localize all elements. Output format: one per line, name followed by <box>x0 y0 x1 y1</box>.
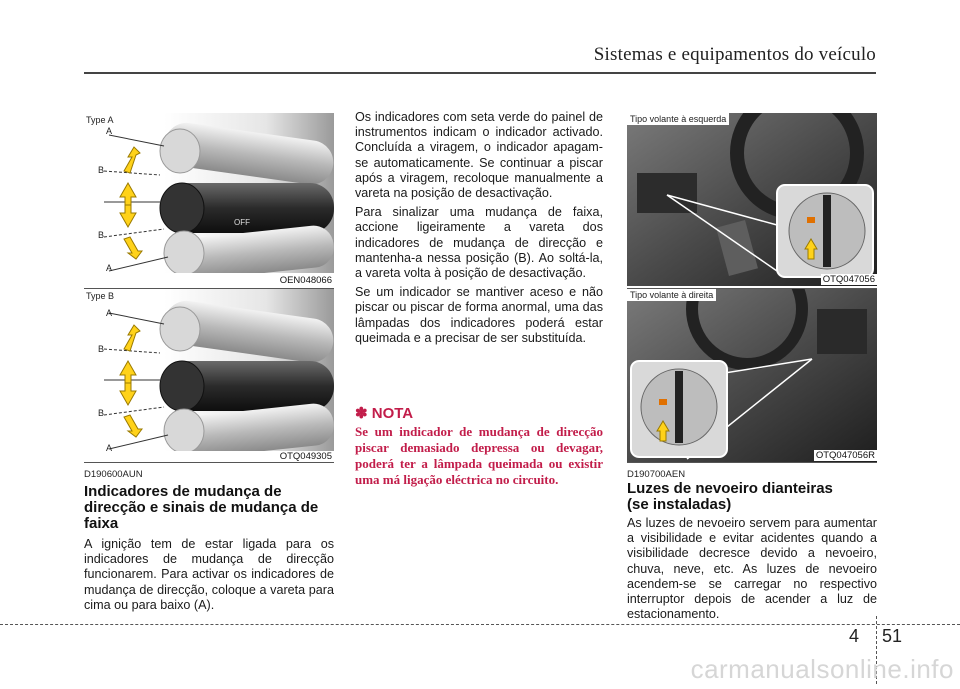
left-hand-drive-label: Tipo volante à esquerda <box>627 113 729 125</box>
page-number: 51 <box>882 626 903 646</box>
fog-light-switch-illustration-rhd <box>627 289 877 462</box>
stalk-off-text: OFF <box>234 218 250 227</box>
fog-light-switch-illustration <box>627 113 877 286</box>
marker-a-bottom-b: A <box>106 443 113 453</box>
paragraph-3: Se um indicador se mantiver aceso e não piscar ou piscar de forma anormal, uma das lâmpadas dos indicadores poderá estar queimada e a precisar de ser substituída. <box>355 285 603 345</box>
marker-b-lower-b: B <box>98 408 105 418</box>
fog-lights-paragraph: As luzes de nevoeiro servem para aumentar a visibilidade e evitar acidentes quando a visibilidade decresce devido a nevoeiro, chuva, neve, etc. As luzes de nevoeiro acendem-se se carregar no respectivo interruptor depois de acender a luz de estacionamento. <box>627 516 877 622</box>
section-title-fog-lights: Luzes de nevoeiro dianteiras (se instaladas) <box>627 480 833 513</box>
right-hand-drive-code: OTQ047056R <box>815 450 875 461</box>
paragraph-1: Os indicadores com seta verde do painel de instrumentos indicam o indicador activado. Concluída a viragem, o indicador apagam-se automaticamente. Se continuar a piscar após a viragem, recoloque manualmente a vareta na posição de desactivação. <box>355 110 603 201</box>
marker-a-top-b: A <box>106 308 113 318</box>
section-code-turn-signals: D190600AUN <box>84 469 143 480</box>
turn-signals-paragraph: A ignição tem de estar ligada para os indicadores de mudança de direcção funcionarem. Para activar os indicadores de mudança de direcção, coloque a vareta para cima ou para baixo (A). <box>84 537 334 612</box>
turn-signal-stalk-illustration <box>84 113 334 273</box>
figure-type-a <box>84 113 334 286</box>
figure-type-a-label: Type A <box>86 115 114 125</box>
section-code-fog-lights: D190700AEN <box>627 469 686 480</box>
left-hand-drive-code: OTQ047056 <box>822 274 875 285</box>
header-title: Sistemas e equipamentos do veículo <box>593 44 876 65</box>
paragraph-2: Para sinalizar uma mudança de faixa, accione ligeiramente a vareta dos indicadores de mudança de direcção e mantenha-a nessa posição (B). Ao soltá-la, a vareta volta à posição de desactivação. <box>355 205 603 281</box>
figure-type-b-rule <box>84 462 334 463</box>
figure-right-hand-drive <box>627 289 877 462</box>
header-rule <box>84 72 876 74</box>
marker-b-lower: B <box>98 230 105 240</box>
note-title: ✽ NOTA <box>355 405 414 422</box>
marker-a-top: A <box>106 126 113 136</box>
turn-signals-body <box>84 537 334 617</box>
figure-type-b-code: OTQ049305 <box>279 451 332 462</box>
section-title-turn-signals: Indicadores de mudança de direcção e sinais de mudança de faixa <box>84 483 319 532</box>
turn-signal-stalk-illustration-b <box>84 289 334 451</box>
fog-lights-body <box>627 516 877 626</box>
watermark: carmanualsonline.info <box>690 654 954 684</box>
note-body: Se um indicador de mudança de direcção piscar demasiado depressa ou devagar, poderá ter a lâmpada queimada ou existir uma má ligação eléctrica no circuito. <box>355 424 603 487</box>
footer-rule <box>0 624 960 625</box>
right-hand-drive-label: Tipo volante à direita <box>627 289 716 301</box>
middle-column-body <box>355 110 603 350</box>
figure-type-b-label: Type B <box>86 291 115 301</box>
figure-type-b <box>84 289 334 462</box>
figure-type-a-code: OEN048066 <box>279 275 332 286</box>
chapter-number: 4 <box>849 626 860 646</box>
figure-left-hand-drive <box>627 113 877 286</box>
marker-b-upper: B <box>98 165 105 175</box>
marker-a-bottom: A <box>106 263 113 273</box>
figure-right-hand-drive-rule <box>627 462 877 463</box>
marker-b-upper-b: B <box>98 344 105 354</box>
